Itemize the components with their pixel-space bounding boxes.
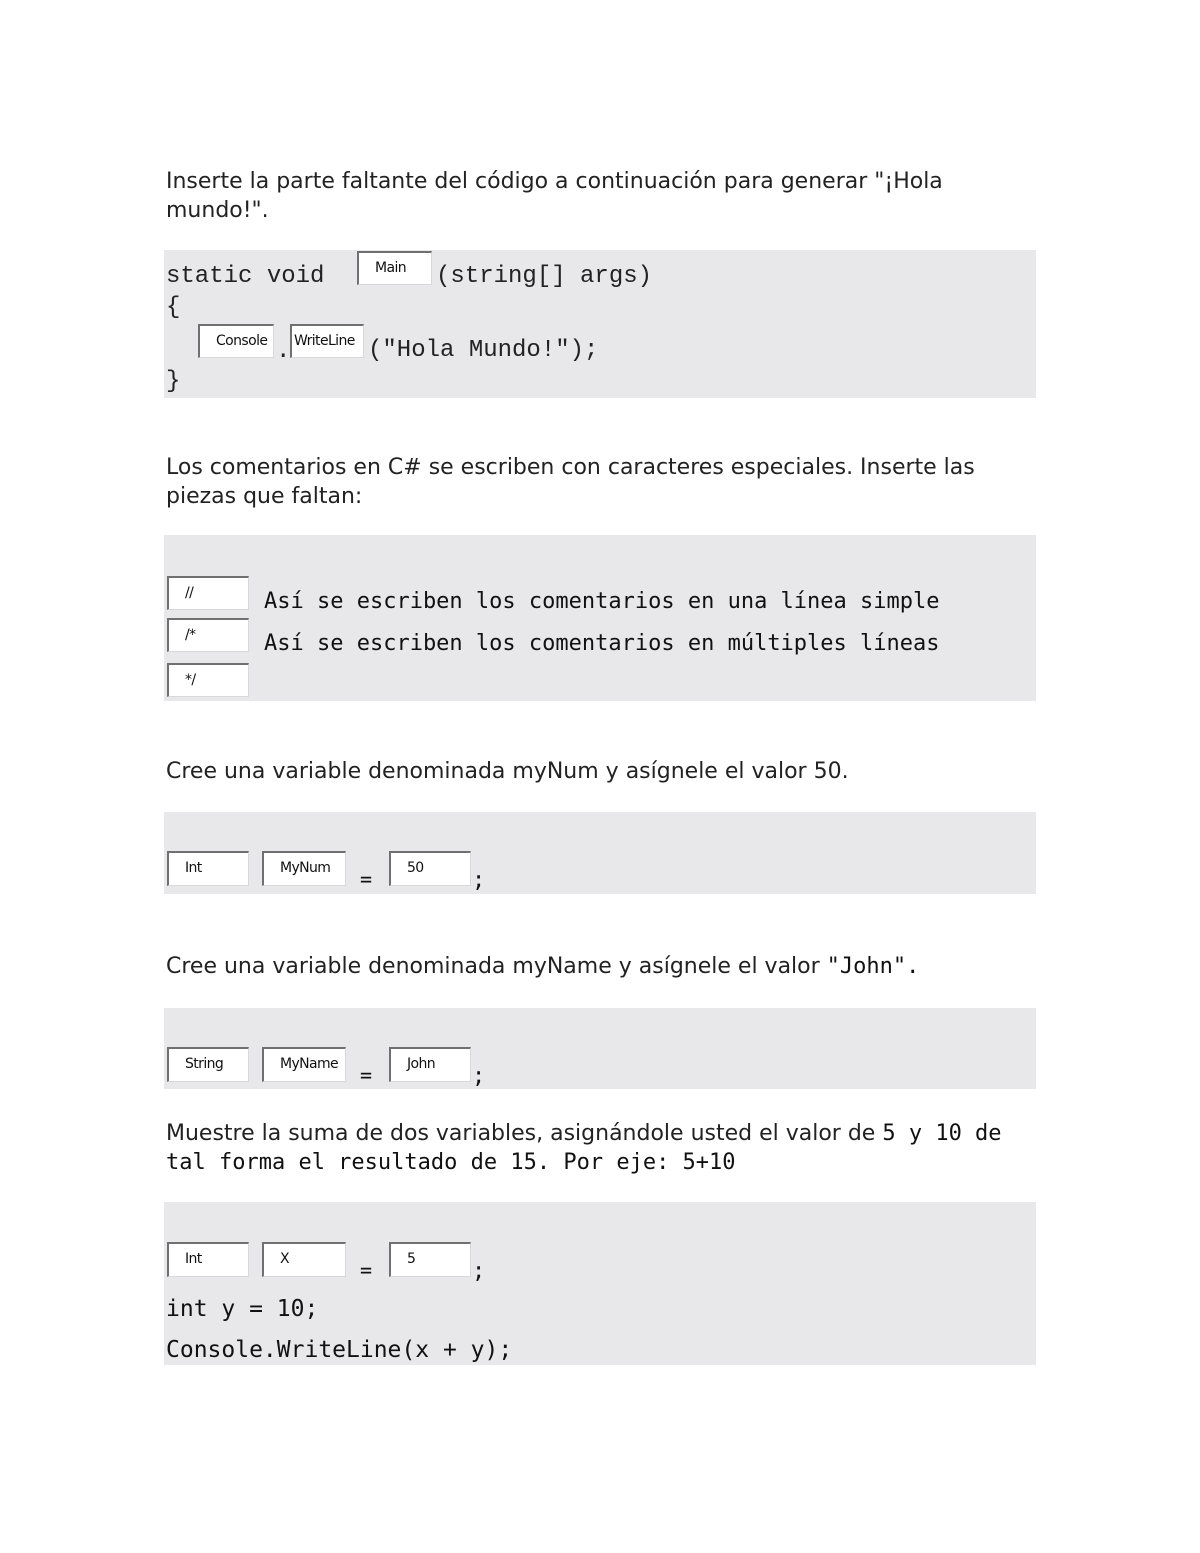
value-field[interactable]: John: [389, 1047, 471, 1082]
code-static-void: static void: [166, 263, 325, 290]
single-comment-field[interactable]: //: [167, 576, 249, 610]
code-block-5: [164, 1202, 1036, 1365]
writeline-field[interactable]: WriteLine: [290, 324, 364, 358]
code-block-1: [164, 250, 1036, 398]
equals-sign: =: [360, 867, 373, 891]
semicolon: ;: [472, 1259, 486, 1284]
type-field[interactable]: String: [167, 1047, 249, 1082]
question-5-text: Muestre la suma de dos variables, asignándole usted el valor de: [166, 1121, 883, 1146]
code-block-4: [164, 1008, 1036, 1089]
equals-sign: =: [360, 1258, 373, 1282]
multi-comment-open-field[interactable]: /*: [167, 618, 249, 652]
value-field[interactable]: 5: [389, 1242, 471, 1277]
code-args: (string[] args): [436, 263, 653, 290]
comment-line-2: Así se escriben los comentarios en múltiples líneas: [264, 631, 940, 656]
question-3-prompt: Cree una variable denominada myNum y asígnele el valor 50.: [166, 759, 849, 784]
value-field[interactable]: 50: [389, 851, 471, 886]
semicolon: ;: [472, 868, 486, 893]
question-5-prompt: [166, 1119, 1046, 1177]
question-4-value: "John".: [826, 954, 920, 979]
question-4-prompt: [166, 952, 1046, 981]
name-field[interactable]: X: [262, 1242, 346, 1277]
question-1-prompt: Inserte la parte faltante del código a continuación para generar "¡Hola mundo!".: [166, 169, 943, 223]
multi-comment-close-field[interactable]: */: [167, 663, 249, 697]
code-line-y: int y = 10;: [166, 1296, 319, 1322]
code-block-3: [164, 812, 1036, 894]
type-field[interactable]: Int: [167, 851, 249, 886]
question-5-mono: 5 y 10 de tal forma el resultado de 15. Por eje: 5+10: [166, 1121, 1002, 1175]
question-2-prompt: Los comentarios en C# se escriben con caracteres especiales. Inserte las piezas que faltan:: [166, 455, 975, 509]
code-line-writeline: Console.WriteLine(x + y);: [166, 1337, 513, 1363]
code-hello: ("Hola Mundo!");: [368, 337, 599, 364]
name-field[interactable]: MyNum: [262, 851, 346, 886]
name-field[interactable]: MyName: [262, 1047, 346, 1082]
question-4-text: Cree una variable denominada myName y asígnele el valor: [166, 954, 827, 979]
code-dot: .: [276, 338, 291, 365]
type-field[interactable]: Int: [167, 1242, 249, 1277]
equals-sign: =: [360, 1063, 373, 1087]
console-field[interactable]: Console: [198, 324, 274, 358]
main-field[interactable]: Main: [357, 251, 432, 285]
semicolon: ;: [472, 1064, 486, 1089]
code-close-brace: }: [166, 368, 181, 395]
code-open-brace: {: [166, 294, 181, 321]
comment-line-1: Así se escriben los comentarios en una línea simple: [264, 589, 940, 614]
code-block-2: [164, 535, 1036, 701]
